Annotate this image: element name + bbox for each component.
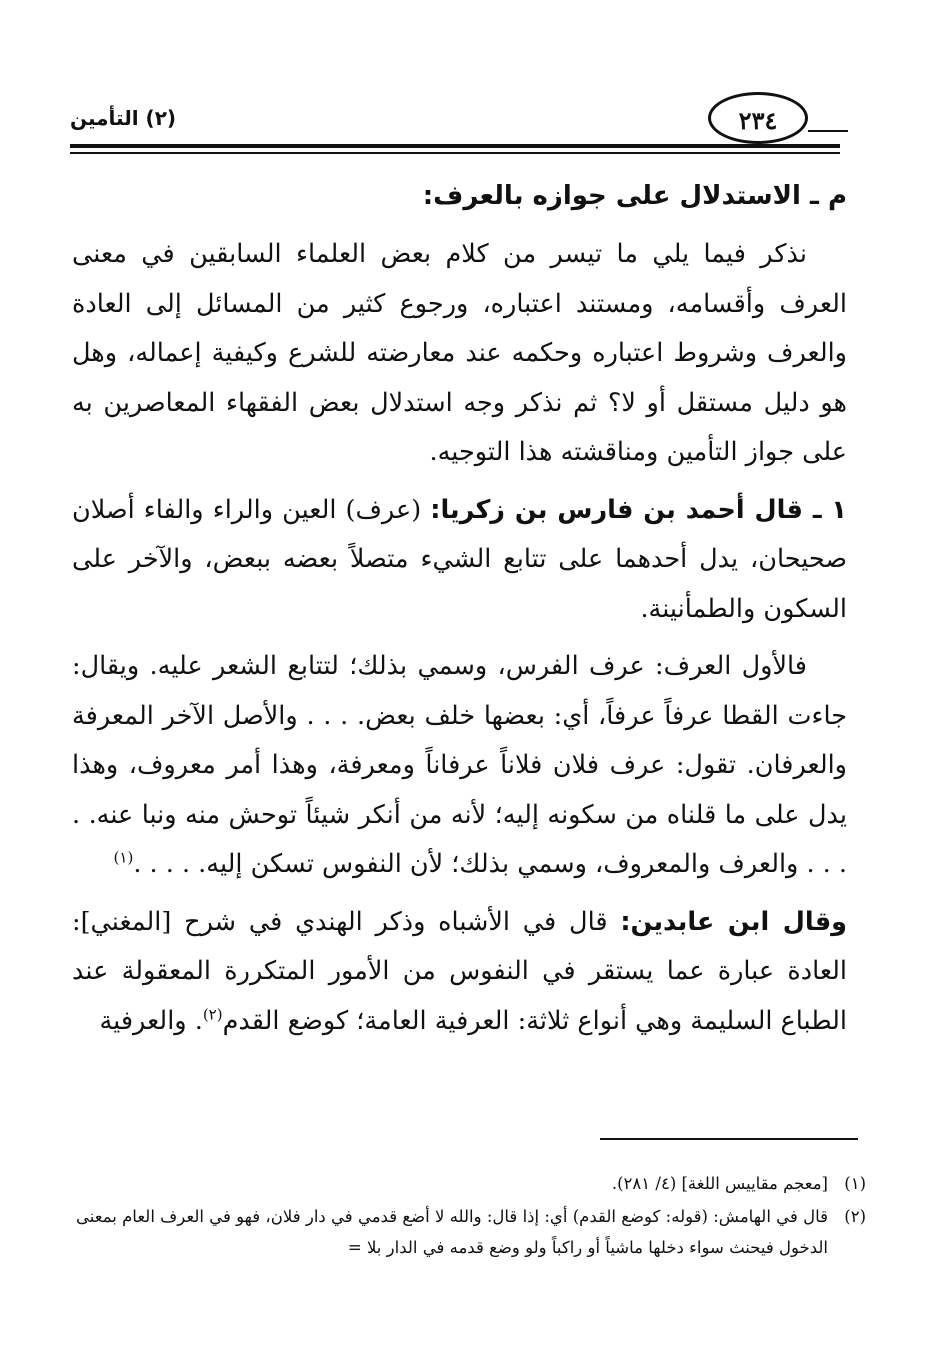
paragraph-text: فالأول العرف: عرف الفرس، وسمي بذلك؛ لتتابع الشعر عليه. ويقال: جاءت القطا عرفاً عرفاً، أي: بعضها خلف بعض. . . . والأصل الآخر المعرفة والعرفان. تقول: عرف فلان فلاناً عرفاناً ومعرفة، وهذا أمر معروف، وهذا يدل على ما قلناه من سكونه إليه؛ لأنه من أنكر شيئاً توحش منه ونبا عنه. . . . . والعرف والمعروف، وسمي بذلك؛ لأن النفوس تسكن إليه. . . . . xyxy=(72,651,847,879)
footnote-number: (١) xyxy=(844,1174,866,1193)
header-rule-right xyxy=(808,130,848,132)
main-text xyxy=(72,170,847,1054)
paragraph-intro: نذكر فيما يلي ما تيسر من كلام بعض العلماء السابقين في معنى العرف وأقسامه، ومستند اعتباره، ورجوع كثير من المسائل إلى العادة والعرف وشروط اعتباره وحكمه عند معارضته للشرع وكيفية إعماله، وهل هو دليل مستقل أو لا؟ ثم نذكر وجه استدلال بعض الفقهاء المعاصرين به على جواز التأمين ومناقشته هذا التوجيه. xyxy=(72,239,847,467)
running-title: (٢) التأمين xyxy=(70,106,177,130)
footnote-text: قال في الهامش: (قوله: كوضع القدم) أي: إذا قال: والله لا أضع قدمي في دار فلان، فهو في العرف العام بمعنى الدخول فيحنث سواء دخلها ماشياً أو راكباً ولو وضع قدمه في الدار بلا = xyxy=(76,1207,828,1257)
footnote-reference-2[interactable]: (٢) xyxy=(202,1005,223,1023)
paragraph-text: قال في الأشباه وذكر الهندي في شرح [المغني]: العادة عبارة عما يستقر في النفوس من الأمور المتكررة المعقولة عند الطباع السليمة وهي أنواع ثلاثة: العرفية العامة؛ كوضع القدم xyxy=(72,906,847,1036)
footnote-number: (٢) xyxy=(844,1207,866,1226)
header-rule-thick xyxy=(70,144,840,148)
footnote-reference-1[interactable]: (١) xyxy=(113,848,134,867)
paragraph-ibn-abidin xyxy=(72,898,847,1047)
footnotes xyxy=(76,1168,866,1265)
page-header xyxy=(70,92,840,162)
paragraph-lead: ١ ـ قال أحمد بن فارس بن زكريا: xyxy=(430,494,847,525)
footnote-2 xyxy=(76,1201,866,1263)
paragraph-urf-meaning xyxy=(72,642,847,890)
footnote-text: [معجم مقاييس اللغة] (٤/ ٢٨١). xyxy=(611,1174,828,1193)
footnote-separator xyxy=(600,1138,858,1140)
section-heading: م ـ الاستدلال على جوازه بالعرف: xyxy=(422,181,847,211)
header-rule-thin xyxy=(70,152,840,154)
paragraph-lead: وقال ابن عابدين: xyxy=(620,906,847,937)
paragraph-text: (عرف) العين والراء والفاء أصلان صحيحان، يدل أحدهما على تتابع الشيء متصلاً بعضه ببعض، والآخر على السكون والطمأنينة. xyxy=(72,494,847,624)
paragraph-ibn-faris xyxy=(72,486,847,635)
page-number-oval xyxy=(708,92,808,144)
page-number: ٢٣٤ xyxy=(738,105,778,135)
footnote-1 xyxy=(76,1168,866,1199)
paragraph-text: . والعرفية xyxy=(99,1005,203,1036)
